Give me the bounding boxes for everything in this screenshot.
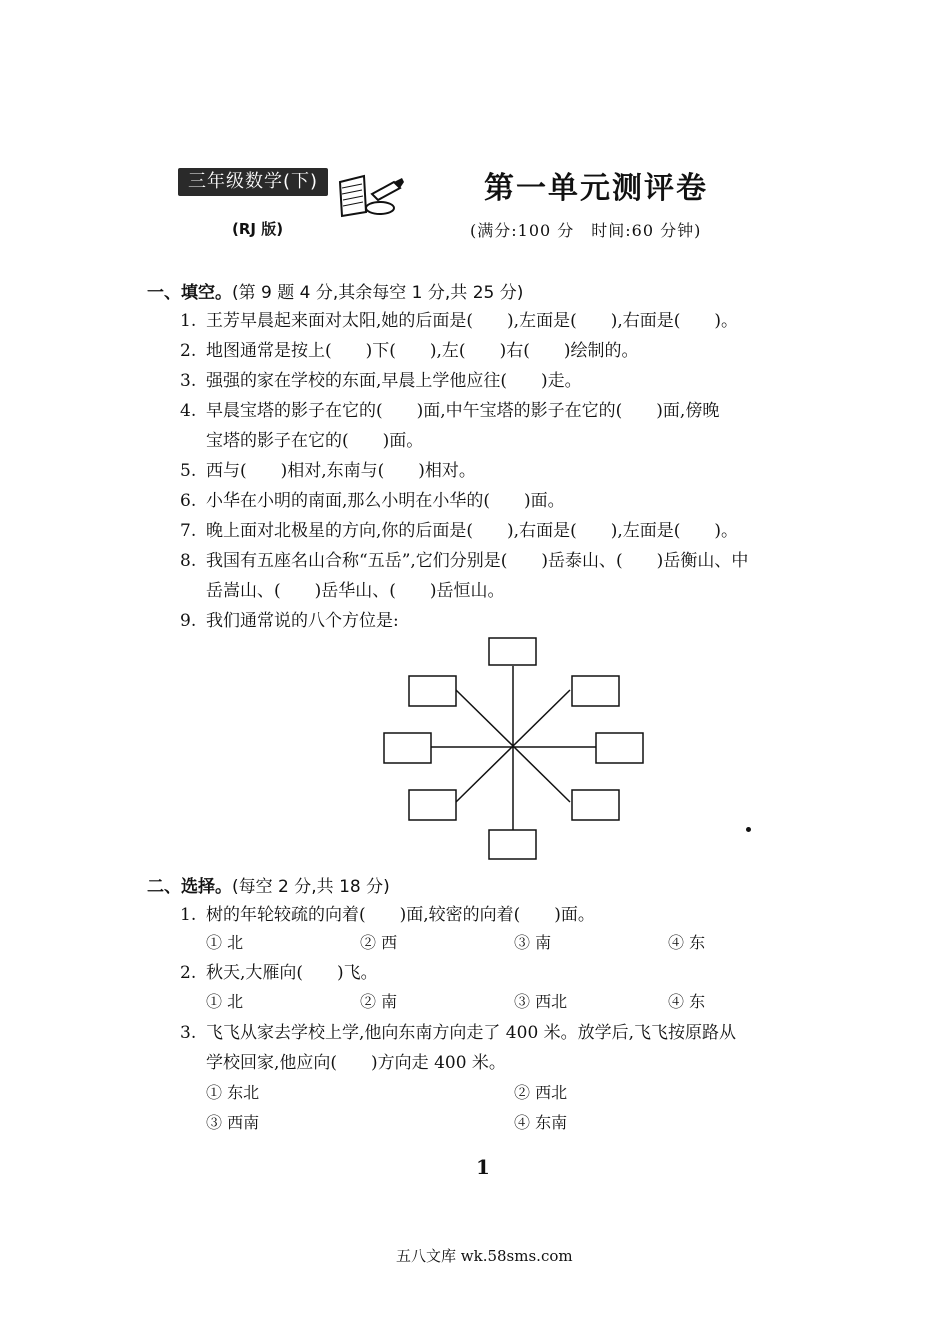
question-text: 早晨宝塔的影子在它的( )面,中午宝塔的影子在它的( )面,傍晚 [206, 401, 720, 421]
question-number: 1. [180, 905, 197, 925]
question-text: 我国有五座名山合称“五岳”,它们分别是( )岳泰山、( )岳衡山、中 [206, 551, 749, 571]
question-number: 3. [180, 1023, 197, 1043]
question-text: 王芳早晨起来面对太阳,她的后面是( ),左面是( ),右面是( )。 [206, 311, 739, 331]
option-2-1-d[interactable]: ④ 东 [668, 933, 706, 952]
question-number: 3. [180, 371, 197, 391]
option-2-2-d[interactable]: ④ 东 [668, 992, 706, 1011]
answer-box-northwest[interactable] [409, 676, 456, 706]
question-number: 6. [180, 491, 197, 511]
edition-label: (RJ 版) [232, 220, 284, 238]
answer-box-west[interactable] [384, 733, 431, 763]
score-time-info: (满分:100 分 时间:60 分钟) [470, 221, 702, 240]
question-number: 4. [180, 401, 197, 421]
option-2-2-b[interactable]: ② 南 [360, 992, 398, 1011]
option-2-1-b[interactable]: ② 西 [360, 933, 398, 952]
answer-box-north[interactable] [489, 638, 536, 665]
question-1-3 [180, 370, 582, 392]
page-title: 第一单元测评卷 [484, 171, 708, 206]
question-2-1 [180, 904, 595, 926]
question-text: 晚上面对北极星的方向,你的后面是( ),右面是( ),左面是( )。 [206, 521, 739, 541]
question-1-5 [180, 460, 476, 482]
question-1-9 [180, 610, 399, 632]
question-number: 7. [180, 521, 197, 541]
question-number: 2. [180, 341, 197, 361]
question-2-3 [180, 1022, 736, 1044]
question-text: 树的年轮较疏的向着( )面,较密的向着( )面。 [206, 905, 595, 925]
question-1-8-cont: 岳嵩山、( )岳华山、( )岳恒山。 [206, 581, 505, 601]
question-text: 秋天,大雁向( )飞。 [206, 963, 378, 983]
answer-box-southeast[interactable] [572, 790, 619, 820]
answer-box-southwest[interactable] [409, 790, 456, 820]
question-1-7 [180, 520, 738, 542]
option-2-2-a[interactable]: ① 北 [206, 992, 244, 1011]
section1-title: 一、填空。 [147, 283, 232, 303]
question-number: 2. [180, 963, 197, 983]
question-text: 西与( )相对,东南与( )相对。 [206, 461, 476, 481]
question-1-4-cont: 宝塔的影子在它的( )面。 [206, 431, 424, 451]
option-2-1-a[interactable]: ① 北 [206, 933, 244, 952]
option-2-3-c[interactable]: ③ 西南 [206, 1113, 260, 1132]
watermark-footer: 五八文库 wk.58sms.com [396, 1247, 573, 1265]
question-text: 地图通常是按上( )下( ),左( )右( )绘制的。 [206, 341, 639, 361]
question-text: 强强的家在学校的东面,早晨上学他应往( )走。 [206, 371, 582, 391]
question-2-3-cont: 学校回家,他应向( )方向走 400 米。 [206, 1053, 506, 1073]
question-text: 飞飞从家去学校上学,他向东南方向走了 400 米。放学后,飞飞按原路从 [206, 1023, 737, 1043]
answer-box-northeast[interactable] [572, 676, 619, 706]
scan-speck [746, 827, 751, 832]
section1-note: (第 9 题 4 分,其余每空 1 分,共 25 分) [232, 283, 524, 303]
question-1-6 [180, 490, 565, 512]
section2-title: 二、选择。 [147, 877, 232, 897]
question-1-2 [180, 340, 638, 362]
option-2-1-c[interactable]: ③ 南 [514, 933, 552, 952]
question-1-8 [180, 550, 748, 572]
question-number: 5. [180, 461, 197, 481]
question-text: 我们通常说的八个方位是: [206, 611, 399, 631]
question-number: 1. [180, 311, 197, 331]
section1-heading [147, 278, 523, 303]
question-1-1 [180, 310, 738, 332]
subject-badge: 三年级数学(下) [178, 168, 328, 196]
option-2-3-d[interactable]: ④ 东南 [514, 1113, 568, 1132]
question-number: 8. [180, 551, 197, 571]
option-2-3-a[interactable]: ① 东北 [206, 1083, 260, 1102]
question-1-4 [180, 400, 719, 422]
question-2-2 [180, 962, 378, 984]
answer-box-east[interactable] [596, 733, 643, 763]
answer-box-south[interactable] [489, 830, 536, 859]
option-2-2-c[interactable]: ③ 西北 [514, 992, 568, 1011]
compass-diagram [370, 630, 660, 865]
question-number: 9. [180, 611, 197, 631]
book-pen-icon [336, 168, 406, 222]
page-number: 1 [476, 1155, 490, 1179]
section2-heading [147, 872, 390, 897]
question-text: 小华在小明的南面,那么小明在小华的( )面。 [206, 491, 565, 511]
option-2-3-b[interactable]: ② 西北 [514, 1083, 568, 1102]
section2-note: (每空 2 分,共 18 分) [232, 877, 390, 897]
